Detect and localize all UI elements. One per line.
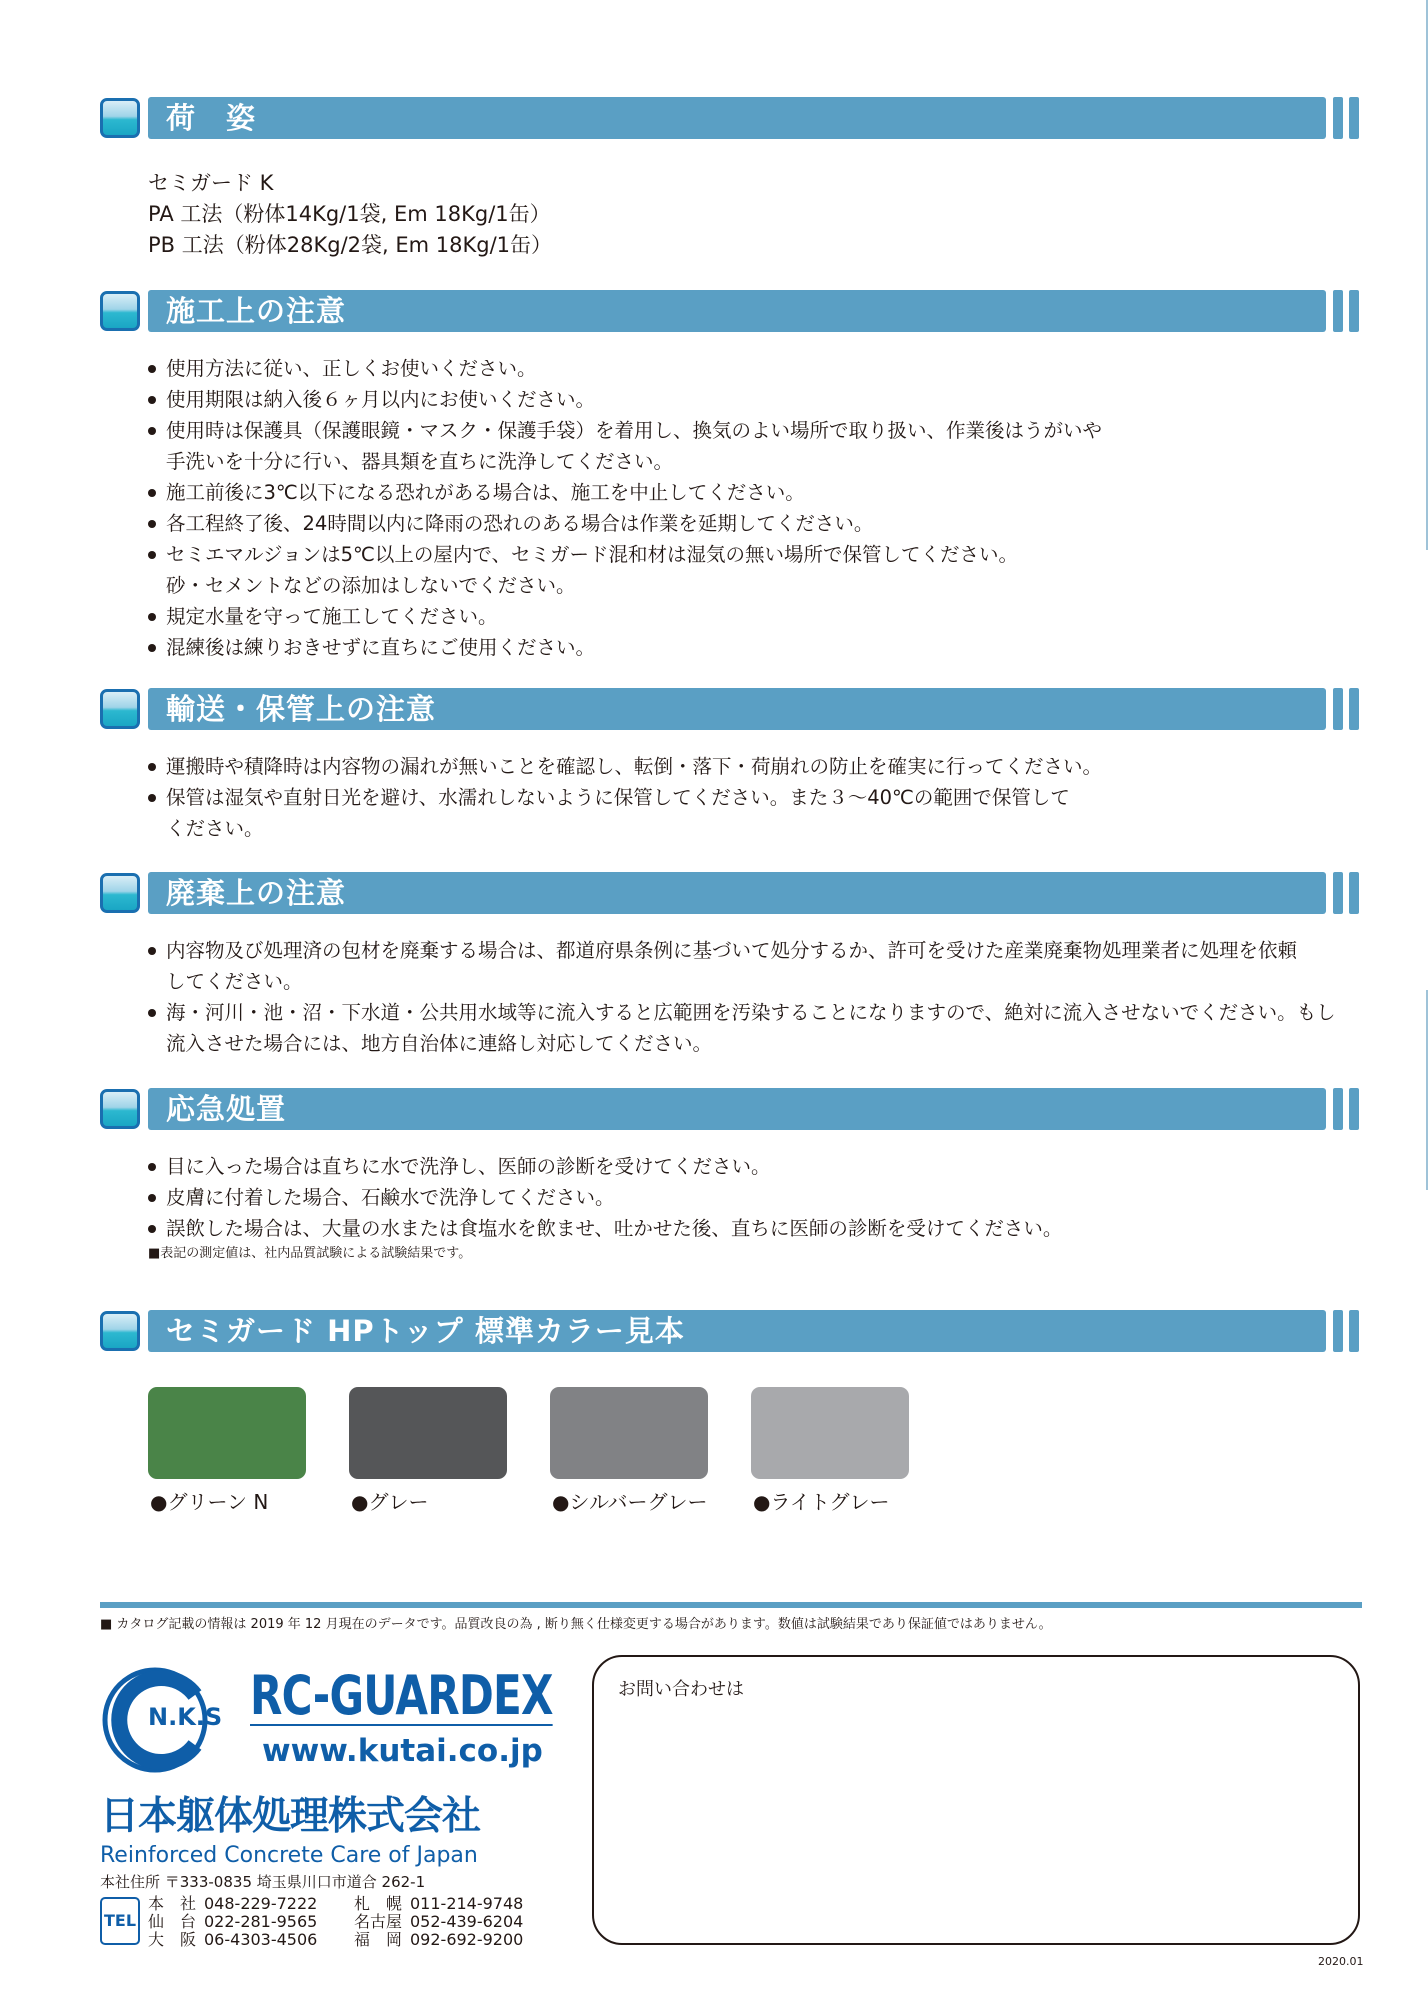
section-icon bbox=[100, 1311, 140, 1351]
section-body bbox=[148, 751, 1368, 844]
tel-number: 011-214-9748 bbox=[410, 1894, 524, 1913]
tel-office: 福 岡 bbox=[354, 1930, 403, 1949]
tel-number: 052-439-6204 bbox=[410, 1912, 524, 1931]
tel-number: 092-692-9200 bbox=[410, 1930, 524, 1949]
tel-number: 022-281-9565 bbox=[204, 1912, 318, 1931]
color-swatch bbox=[751, 1387, 909, 1479]
tel-row bbox=[148, 1895, 530, 1913]
list-item: 目に入った場合は直ちに水で洗浄し、医師の診断を受けてください。 bbox=[148, 1151, 1368, 1182]
section-icon bbox=[100, 873, 140, 913]
address: 本社住所 〒333-0835 埼玉県川口市道合 262-1 bbox=[100, 1873, 426, 1891]
list-item: 誤飲した場合は、大量の水または食塩水を飲ませ、吐かせた後、直ちに医師の診断を受けてください。 bbox=[148, 1213, 1368, 1244]
brand-logo: RC-GUARDEX bbox=[250, 1664, 553, 1727]
section-body bbox=[148, 1151, 1368, 1264]
list-item: 海・河川・池・沼・下水道・公共用水域等に流入すると広範囲を汚染することになりますので、絶対に流入させないでください。もし 流入させた場合には、地方自治体に連絡し対応してください。 bbox=[148, 997, 1368, 1059]
footer-note: ■ カタログ記載の情報は 2019 年 12 月現在のデータです。品質改良の為 , 断り無く仕様変更する場合があります。数値は試験結果であり保証値ではありません。 bbox=[100, 1617, 1052, 1632]
section-icon bbox=[100, 1089, 140, 1129]
section-title: 応急処置 bbox=[148, 1088, 1326, 1130]
section-title: 施工上の注意 bbox=[148, 290, 1326, 332]
stripe-icon bbox=[1333, 872, 1343, 914]
list-item: 混練後は練りおきせずに直ちにご使用ください。 bbox=[148, 632, 1368, 663]
packaging-line: PB 工法（粉体28Kg/2袋, Em 18Kg/1缶） bbox=[148, 233, 553, 257]
list-item: 内容物及び処理済の包材を廃棄する場合は、都道府県条例に基づいて処分するか、許可を受けた産業廃棄物処理業者に処理を依頼 してください。 bbox=[148, 935, 1368, 997]
stripe-icon bbox=[1333, 1088, 1343, 1130]
section-body bbox=[148, 353, 1368, 663]
section-body bbox=[148, 935, 1368, 1059]
section-icon bbox=[100, 98, 140, 138]
packaging-line: セミガード K bbox=[148, 171, 274, 195]
stripe-icon bbox=[1349, 688, 1359, 730]
tel-office: 名古屋 bbox=[354, 1912, 403, 1931]
tel-row bbox=[148, 1913, 530, 1931]
stripe-icon bbox=[1349, 1088, 1359, 1130]
color-swatch bbox=[550, 1387, 708, 1479]
color-swatch bbox=[148, 1387, 306, 1479]
section-title: セミガード HPトップ 標準カラー見本 bbox=[148, 1310, 1326, 1352]
swatch-label: ●ライトグレー bbox=[753, 1490, 890, 1514]
tel-office: 札 幌 bbox=[354, 1894, 403, 1913]
section-header bbox=[100, 688, 1360, 730]
stripe-icon bbox=[1333, 688, 1343, 730]
tel-number: 06-4303-4506 bbox=[204, 1930, 318, 1949]
company-name-en: Reinforced Concrete Care of Japan bbox=[100, 1843, 478, 1868]
company-name: 日本躯体処理株式会社 bbox=[100, 1794, 481, 1839]
tel-badge: TEL bbox=[100, 1897, 140, 1945]
color-swatch bbox=[349, 1387, 507, 1479]
tel-office: 仙 台 bbox=[148, 1912, 197, 1931]
website-url[interactable]: www.kutai.co.jp bbox=[262, 1733, 543, 1769]
section-body bbox=[148, 168, 1368, 261]
stripe-icon bbox=[1349, 872, 1359, 914]
packaging-line: PA 工法（粉体14Kg/1袋, Em 18Kg/1缶） bbox=[148, 202, 551, 226]
stripe-icon bbox=[1349, 97, 1359, 139]
list-item: 使用方法に従い、正しくお使いください。 bbox=[148, 353, 1368, 384]
list-item: 使用時は保護具（保護眼鏡・マスク・保護手袋）を着用し、換気のよい場所で取り扱い、作業後はうがいや 手洗いを十分に行い、器具類を直ちに洗浄してください。 bbox=[148, 415, 1368, 477]
section-title: 廃棄上の注意 bbox=[148, 872, 1326, 914]
tel-number: 048-229-7222 bbox=[204, 1894, 318, 1913]
stripe-icon bbox=[1333, 1310, 1343, 1352]
list-item: セミエマルジョンは5℃以上の屋内で、セミガード混和材は湿気の無い場所で保管してください。 砂・セメントなどの添加はしないでください。 bbox=[148, 539, 1368, 601]
stripe-icon bbox=[1349, 290, 1359, 332]
logo-mark-text: N.K.S bbox=[148, 1703, 223, 1731]
section-title: 荷 姿 bbox=[148, 97, 1326, 139]
list-item: 保管は湿気や直射日光を避け、水濡れしないように保管してください。また３～40℃の範囲で保管して ください。 bbox=[148, 782, 1368, 844]
list-item: 施工前後に3℃以下になる恐れがある場合は、施工を中止してください。 bbox=[148, 477, 1368, 508]
contact-label: お問い合わせは bbox=[618, 1679, 744, 1700]
date: 2020.01 bbox=[1318, 1955, 1364, 1968]
footer-divider bbox=[100, 1602, 1362, 1608]
section-title: 輸送・保管上の注意 bbox=[148, 688, 1326, 730]
section-header bbox=[100, 97, 1360, 139]
section-icon bbox=[100, 689, 140, 729]
section-header bbox=[100, 1310, 1360, 1352]
list-item: 使用期限は納入後６ヶ月以内にお使いください。 bbox=[148, 384, 1368, 415]
list-item: 各工程終了後、24時間以内に降雨の恐れのある場合は作業を延期してください。 bbox=[148, 508, 1368, 539]
list-item: 規定水量を守って施工してください。 bbox=[148, 601, 1368, 632]
swatch-label: ●グリーン N bbox=[150, 1490, 269, 1514]
section-header bbox=[100, 290, 1360, 332]
note: ■表記の測定値は、社内品質試験による試験結果です。 bbox=[148, 1246, 472, 1261]
stripe-icon bbox=[1333, 97, 1343, 139]
stripe-icon bbox=[1349, 1310, 1359, 1352]
tel-office: 本 社 bbox=[148, 1894, 197, 1913]
list-item: 皮膚に付着した場合、石鹸水で洗浄してください。 bbox=[148, 1182, 1368, 1213]
swatch-label: ●シルバーグレー bbox=[552, 1490, 708, 1514]
list-item: 運搬時や積降時は内容物の漏れが無いことを確認し、転倒・落下・荷崩れの防止を確実に行ってください。 bbox=[148, 751, 1368, 782]
section-icon bbox=[100, 291, 140, 331]
section-header bbox=[100, 1088, 1360, 1130]
nks-logo bbox=[100, 1665, 223, 1775]
section-header bbox=[100, 872, 1360, 914]
stripe-icon bbox=[1333, 290, 1343, 332]
contact-box bbox=[592, 1655, 1360, 1945]
tel-row bbox=[148, 1931, 530, 1949]
tel-office: 大 阪 bbox=[148, 1930, 197, 1949]
swatch-label: ●グレー bbox=[351, 1490, 429, 1514]
